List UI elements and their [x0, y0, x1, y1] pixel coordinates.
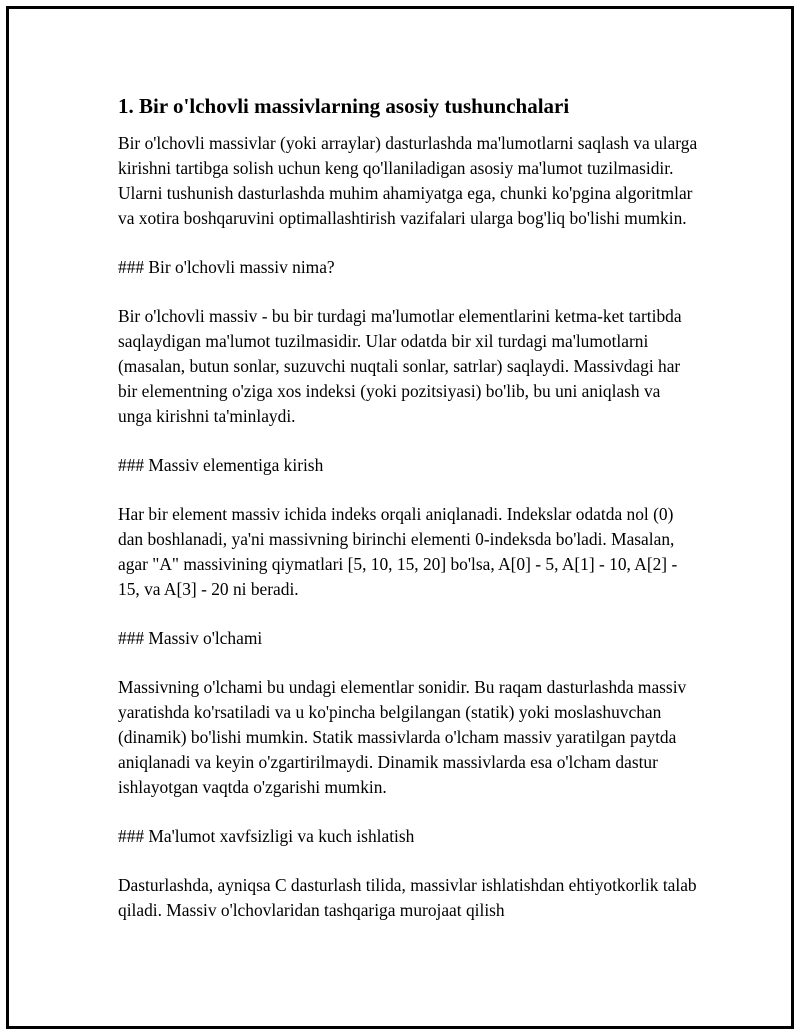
element-access-paragraph: Har bir element massiv ichida indeks orqali aniqlanadi. Indekslar odatda nol (0) dan boshlanadi, ya'ni massivning birinchi elementi 0-indeksda bo'ladi. Masalan, agar "A" massivining qiymatlari [5, 10, 15, 20] bo'lsa, A[0] - 5, A[1] - 10, A[2] - 15, va A[3] - 20 ni beradi.: [118, 504, 678, 599]
intro-paragraph: Bir o'lchovli massivlar (yoki arraylar) dasturlashda ma'lumotlarni saqlash va ularga kirishni tartibga solish uchun keng qo'llaniladigan asosiy ma'lumot tuzilmasidir. Ularni tushunish dasturlashda muhim ahamiyatga ega, chunki ko'pgina algoritmlar va xotira boshqaruvini optimallashtirish vazifalari ularga bog'liq bo'lishi mumkin.: [118, 133, 698, 228]
section-heading-array-size: ### Massiv o'lchami: [118, 628, 263, 648]
document-body: [118, 92, 698, 947]
definition-paragraph: Bir o'lchovli massiv - bu bir turdagi ma'lumotlar elementlarini ketma-ket tartibda saqlaydigan ma'lumot tuzilmasidir. Ular odatda bir xil turdagi ma'lumotlarni (masalan, butun sonlar, suzuvchi nuqtali sonlar, satrlar) saqlaydi. Massivdagi har bir elementning o'ziga xos indeksi (yoki pozitsiyasi) bo'lib, bu uni aniqlash va unga kirishni ta'minlaydi.: [118, 306, 682, 426]
data-safety-paragraph: Dasturlashda, ayniqsa C dasturlash tilida, massivlar ishlatishdan ehtiyotkorlik talab qiladi. Massiv o'lchovlaridan tashqariga murojaat qilish: [118, 875, 697, 920]
array-size-paragraph: Massivning o'lchami bu undagi elementlar sonidir. Bu raqam dasturlashda massiv yaratishda ko'rsatiladi va u ko'pincha belgilangan (statik) yoki moslashuvchan (dinamik) bo'lishi mumkin. Statik massivlarda o'lcham massiv yaratilgan paytda aniqlanadi va keyin o'zgartirilmaydi. Dinamik massivlarda esa o'lcham dastur ishlayotgan vaqtda o'zgarishi mumkin.: [118, 677, 687, 797]
section-heading-data-safety: ### Ma'lumot xavfsizligi va kuch ishlatish: [118, 826, 415, 846]
section-heading-element-access: ### Massiv elementiga kirish: [118, 455, 324, 475]
document-title: 1. Bir o'lchovli massivlarning asosiy tushunchalari: [118, 94, 570, 118]
section-heading-what-is-array: ### Bir o'lchovli massiv nima?: [118, 257, 335, 277]
